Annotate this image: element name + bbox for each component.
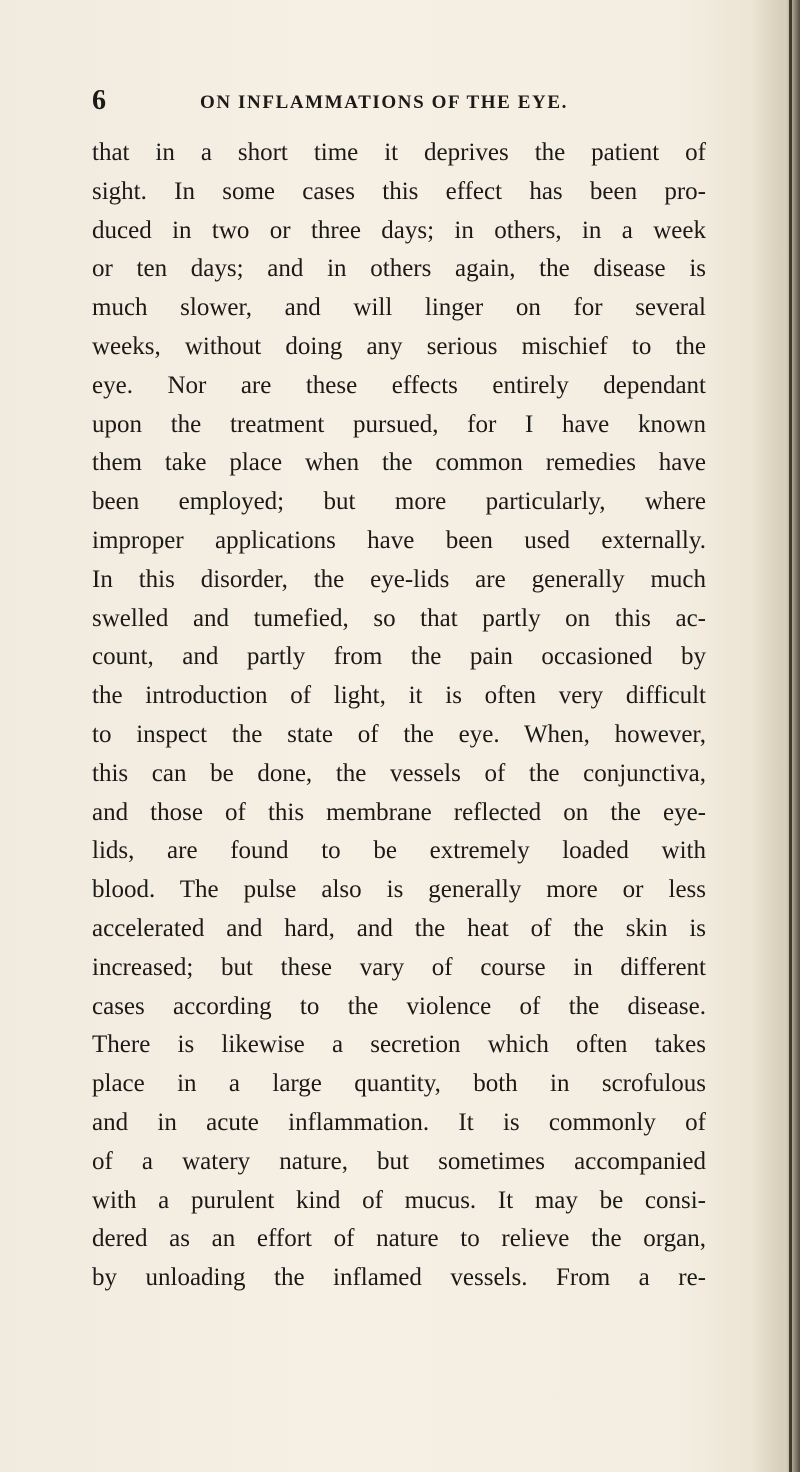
running-head: ON INFLAMMATIONS OF THE EYE. [200, 92, 569, 113]
text-line: and those of this membrane reflected on the eye- [92, 798, 706, 826]
text-line: place in a large quantity, both in scrofulous [92, 1070, 706, 1098]
text-line: been employed; but more particularly, where [92, 488, 706, 516]
binding-edge [789, 0, 792, 1472]
text-line: much slower, and will linger on for several [92, 294, 706, 322]
page-header [92, 86, 712, 116]
text-line: blood. The pulse also is generally more or less [92, 876, 706, 904]
body-text [92, 134, 706, 1298]
text-line: In this disorder, the eye-lids are generally much [92, 565, 706, 593]
text-line: swelled and tumefied, so that partly on this ac- [92, 604, 706, 632]
text-line: duced in two or three days; in others, in a week [92, 216, 706, 244]
text-line: or ten days; and in others again, the disease is [92, 255, 706, 283]
text-line: that in a short time it deprives the patient of [92, 139, 706, 166]
text-line: improper applications have been used externally. [92, 526, 706, 554]
text-line: to inspect the state of the eye. When, however, [92, 720, 706, 748]
text-line: them take place when the common remedies have [92, 449, 706, 477]
text-line: dered as an effort of nature to relieve the organ, [92, 1225, 706, 1253]
text-line: cases according to the violence of the disease. [92, 992, 706, 1020]
text-line: There is likewise a secretion which often takes [92, 1031, 706, 1059]
text-line: and in acute inflammation. It is commonly of [92, 1108, 706, 1136]
page-number: 6 [92, 85, 106, 116]
text-line: accelerated and hard, and the heat of the skin is [92, 914, 706, 942]
text-line: by unloading the inflamed vessels. From a re- [92, 1264, 706, 1292]
text-line: increased; but these vary of course in different [92, 953, 706, 981]
text-line: weeks, without doing any serious mischief to the [92, 332, 706, 360]
text-line: with a purulent kind of mucus. It may be consi- [92, 1186, 706, 1214]
text-line: this can be done, the vessels of the conjunctiva, [92, 759, 706, 787]
text-line: eye. Nor are these effects entirely dependant [92, 371, 706, 399]
text-line: lids, are found to be extremely loaded with [92, 837, 706, 865]
text-line: the introduction of light, it is often very difficult [92, 682, 706, 710]
text-line: sight. In some cases this effect has been pro- [92, 177, 706, 205]
text-line: count, and partly from the pain occasioned by [92, 643, 706, 671]
text-line: upon the treatment pursued, for I have known [92, 410, 706, 438]
text-line: of a watery nature, but sometimes accompanied [92, 1147, 706, 1175]
